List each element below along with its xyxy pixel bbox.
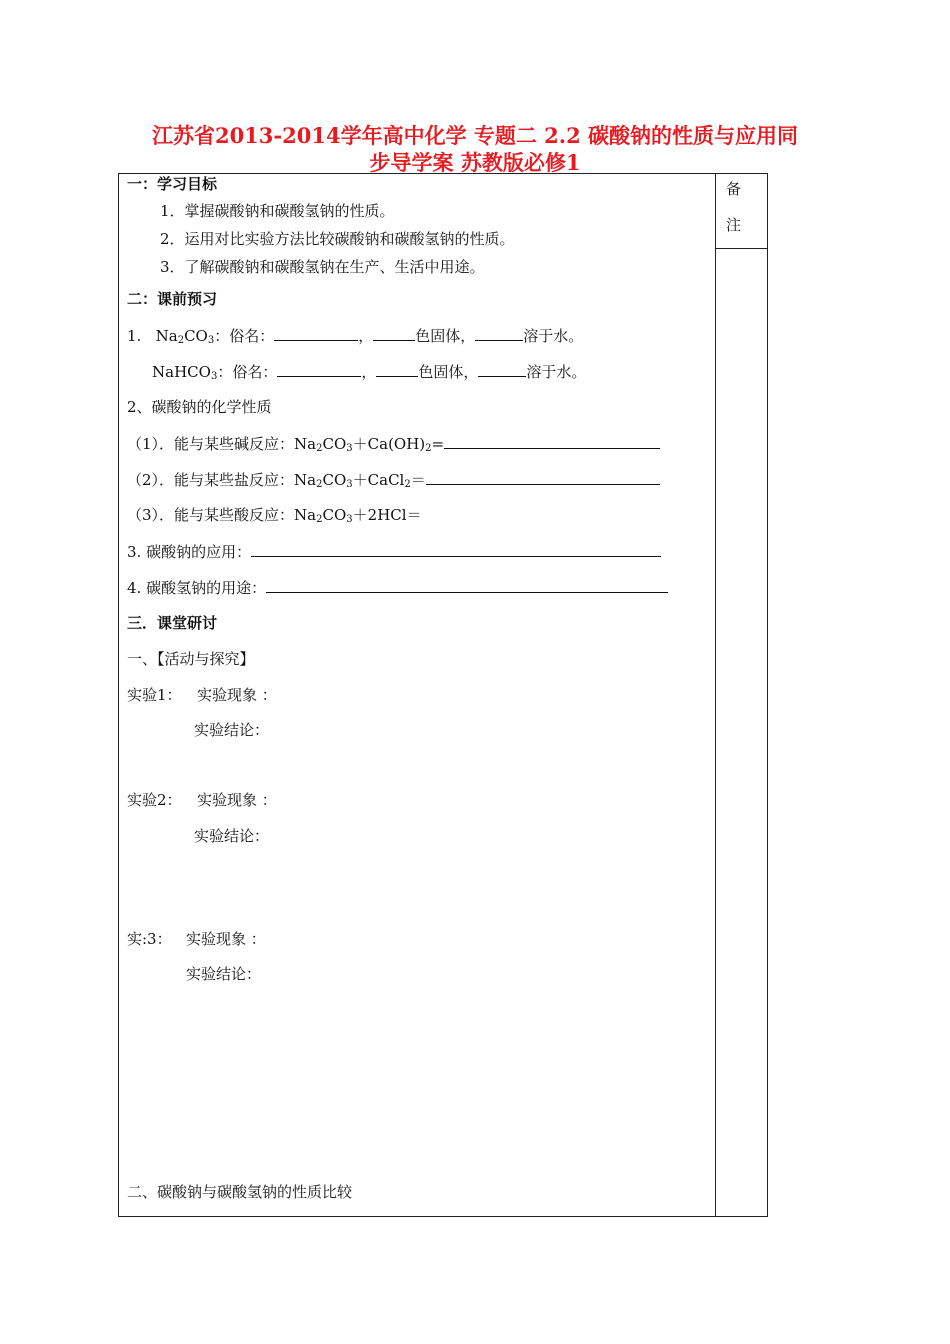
reaction-with-acid: （3）．能与某些酸反应：$Na_2CO_3+2HCl=$ (127, 506, 422, 525)
experiment-3-conclusion: 实验结论： (186, 965, 262, 983)
fill-blank-common-name[interactable] (274, 325, 358, 341)
experiment-1-label: 实验1： (127, 686, 182, 704)
experiment-2-phenomenon: 实验现象 ： (197, 791, 277, 809)
notes-header-divider (715, 248, 768, 249)
experiment-2-label: 实验2： (127, 791, 182, 809)
document-title (120, 122, 830, 176)
notes-column-divider (715, 173, 716, 1217)
experiment-3-label: 实:3： (127, 930, 172, 948)
fill-blank-equation[interactable] (426, 469, 660, 485)
activity-heading: 一、【活动与探究】 (127, 650, 255, 668)
question-chemical-properties: 2、碳酸钠的化学性质 (127, 398, 272, 416)
fill-blank-solubility[interactable] (478, 361, 526, 377)
objective-item: 3．了解碳酸钠和碳酸氢钠在生产、生活中用途。 (160, 258, 485, 276)
objective-item: 1．掌握碳酸钠和碳酸氢钠的性质。 (160, 202, 395, 220)
fill-blank-applications[interactable] (251, 541, 661, 557)
reaction-with-salt: （2）．能与某些盐反应：$Na_2CO_3+CaCl_2=$ (127, 469, 660, 495)
comparison-heading: 二、碳酸钠与碳酸氢钠的性质比较 (127, 1183, 353, 1201)
experiment-1-conclusion: 实验结论： (194, 721, 270, 739)
section-heading-objectives: 一：学习目标 (127, 175, 218, 193)
experiment-2-conclusion: 实验结论： (194, 827, 270, 845)
notes-header-char-1: 备 (726, 180, 742, 198)
fill-blank-color[interactable] (376, 361, 418, 377)
fill-blank-common-name[interactable] (277, 361, 361, 377)
objective-item: 2．运用对比实验方法比较碳酸钠和碳酸氢钠的性质。 (160, 230, 515, 248)
question-applications: 3. 碳酸钠的应用： (127, 541, 661, 562)
section-heading-preview: 二：课前预习 (127, 290, 218, 308)
title-line-1: 江苏省2013-2014学年高中化学 专题二 2.2 碳酸钠的性质与应用同 (151, 123, 799, 148)
question-nahco3: NaHCO$_3$：俗名： ， 色固体， 溶于水。 (152, 363, 587, 382)
question-number: 1. (127, 327, 142, 345)
question-uses: 4. 碳酸氢钠的用途： (127, 577, 668, 598)
experiment-3-phenomenon: 实验现象 ： (186, 930, 266, 948)
section-heading-discussion: 三．课堂研讨 (127, 614, 218, 632)
reaction-with-base: （1）．能与某些碱反应：$Na_2CO_3+Ca(OH)_2=$ (127, 433, 660, 459)
experiment-1-phenomenon: 实验现象 ： (197, 686, 277, 704)
fill-blank-uses[interactable] (266, 577, 668, 593)
fill-blank-equation[interactable] (444, 433, 660, 449)
title-line-2: 步导学案 苏教版必修1 (369, 150, 581, 175)
fill-blank-solubility[interactable] (475, 325, 523, 341)
question-na2co3: 1. $Na_2CO_3$：俗名： ， 色固体， 溶于水。 (127, 327, 584, 346)
notes-header-char-2: 注 (726, 216, 742, 234)
fill-blank-color[interactable] (373, 325, 415, 341)
